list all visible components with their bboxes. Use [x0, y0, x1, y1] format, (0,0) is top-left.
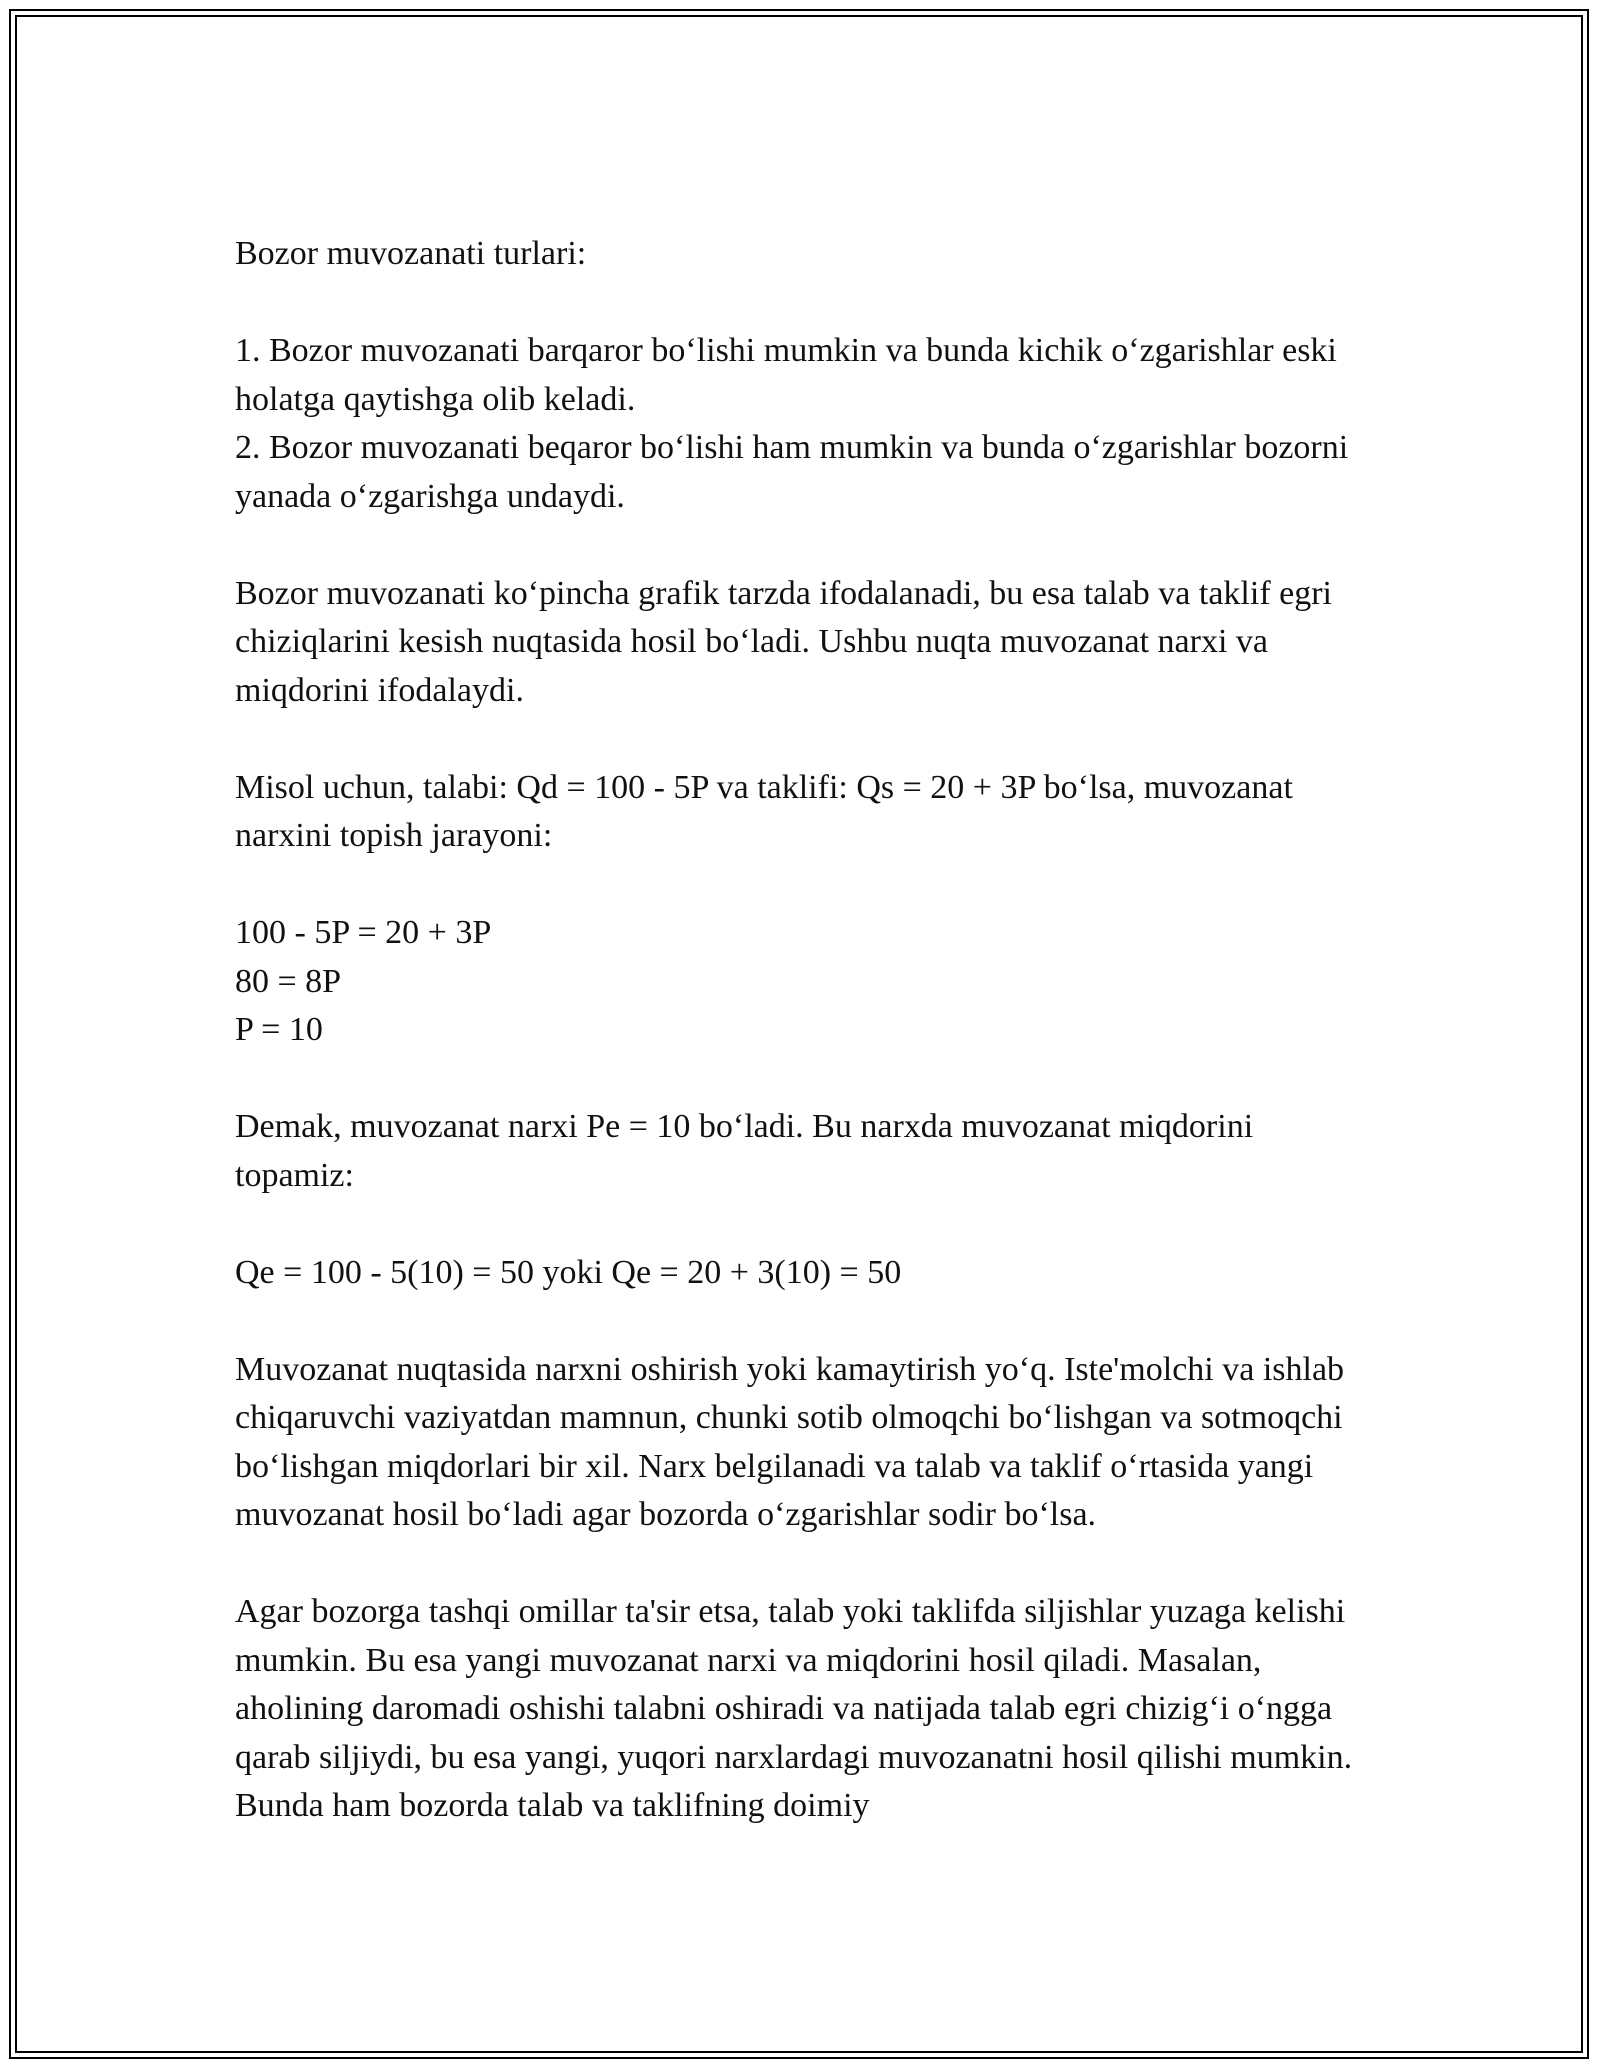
equation-block: [235, 909, 1375, 1055]
paragraph-graph: Bozor muvozanati ko‘pincha grafik tarzda ifodalanadi, bu esa talab va taklif egri chiziqlarini kesish nuqtasida hosil bo‘ladi. Ushbu nuqta muvozanat narxi va miqdorini ifodalaydi.: [235, 574, 1332, 709]
equation-line: 80 = 8P: [235, 962, 342, 1000]
paragraph-external-factors: Agar bozorga tashqi omillar ta'sir etsa, talab yoki taklifda siljishlar yuzaga kelishi mumkin. Bu esa yangi muvozanat narxi va miqdorini hosil qiladi. Masalan, aholining daromadi oshishi talabni oshiradi va natijada talab egri chizig‘i o‘ngga qarab siljiydi, bu esa yangi, yuqori narxlardagi muvozanatni hosil qilishi mumkin. Bunda ham bozorda talab va taklifning doimiy: [235, 1593, 1353, 1824]
list-item: 2. Bozor muvozanati beqaror bo‘lishi ham mumkin va bunda o‘zgarishlar bozorni yanada o‘zgarishga undaydi.: [235, 429, 1349, 515]
list-item: 1. Bozor muvozanati barqaror bo‘lishi mumkin va bunda kichik o‘zgarishlar eski holatga qaytishga olib keladi.: [235, 332, 1337, 418]
paragraph-result: Demak, muvozanat narxi Pe = 10 bo‘ladi. Bu narxda muvozanat miqdorini topamiz:: [235, 1108, 1254, 1194]
paragraph-example: Misol uchun, talabi: Qd = 100 - 5P va taklifi: Qs = 20 + 3P bo‘lsa, muvozanat narxini topish jarayoni:: [235, 768, 1293, 854]
document-heading: Bozor muvozanati turlari:: [235, 235, 587, 272]
document-body: [235, 230, 1375, 1831]
equation-line: P = 10: [235, 1011, 323, 1048]
numbered-list: [235, 327, 1375, 521]
paragraph-equilibrium-point: Muvozanat nuqtasida narxni oshirish yoki kamaytirish yo‘q. Iste'molchi va ishlab chiqaruvchi vaziyatdan mamnun, chunki sotib olmoqchi bo‘lishgan va sotmoqchi bo‘lishgan miqdorlari bir xil. Narx belgilanadi va talab va taklif o‘rtasida yangi muvozanat hosil bo‘ladi agar bozorda o‘zgarishlar sodir bo‘lsa.: [235, 1350, 1345, 1533]
equation-line: 100 - 5P = 20 + 3P: [235, 914, 492, 951]
quantity-equation: Qe = 100 - 5(10) = 50 yoki Qe = 20 + 3(10) = 50: [235, 1253, 902, 1291]
